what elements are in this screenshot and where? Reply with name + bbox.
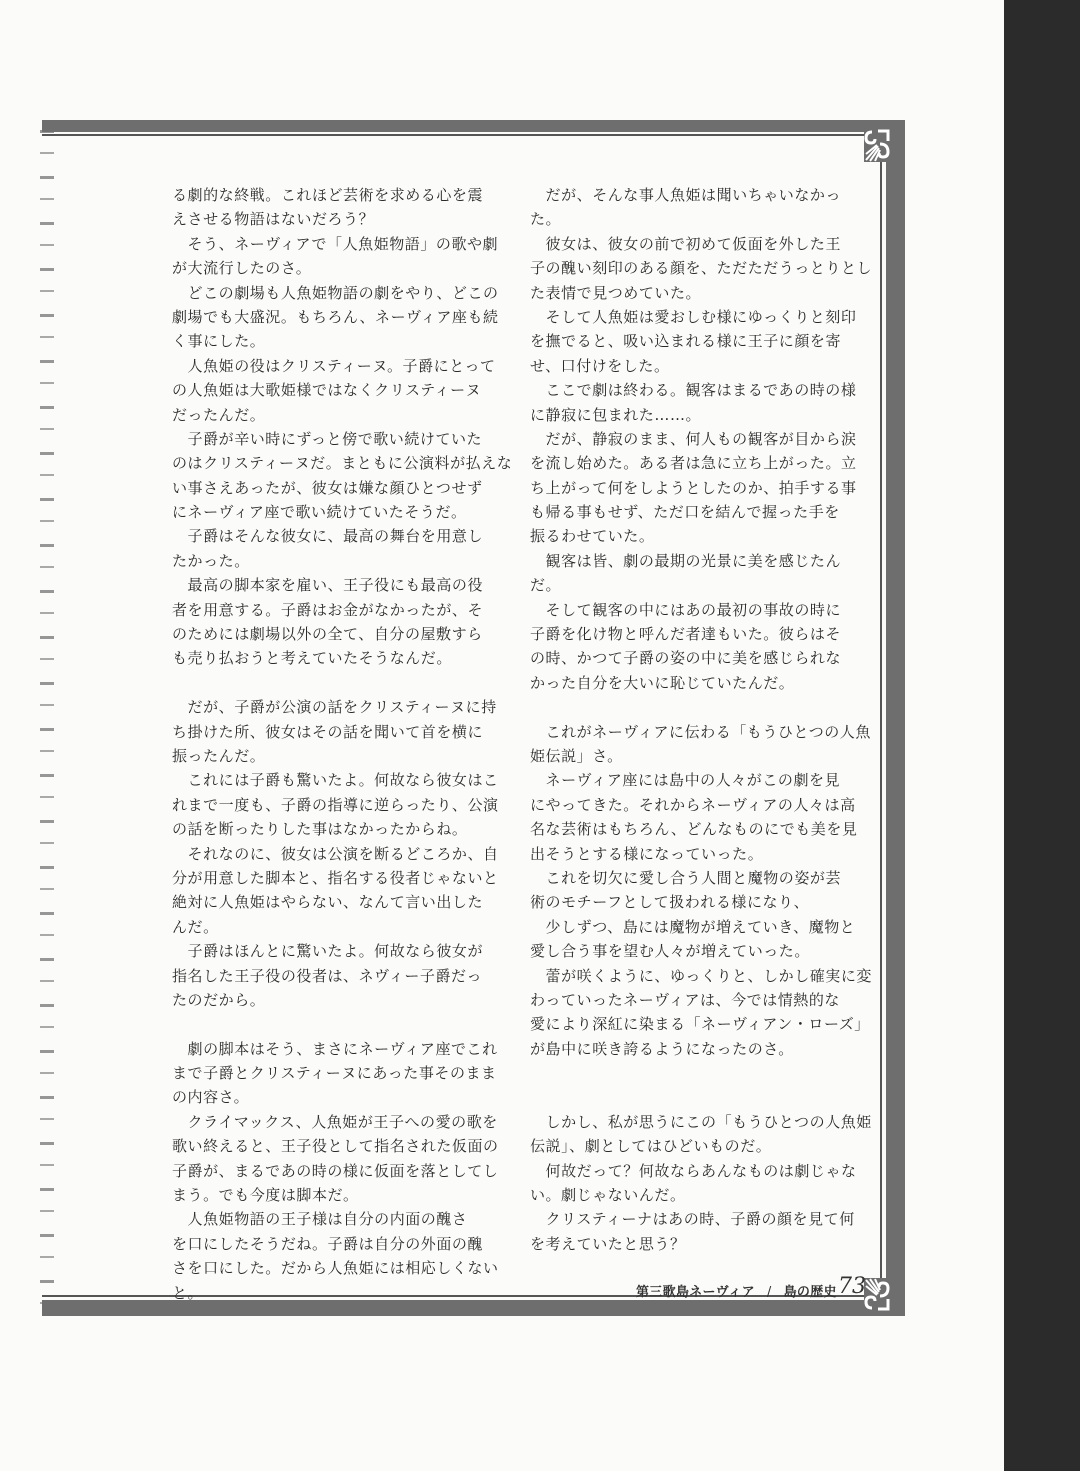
right-text-column [530,183,873,1256]
footer-chapter: 第三歌島ネーヴィア [636,1285,755,1300]
text-line: 最高の脚本家を雇い、王子役にも最高の役 [172,576,484,595]
text-line: にやってきた。それからネーヴィアの人々は高 [530,795,856,814]
text-line: の内容さ。 [172,1088,250,1107]
torn-page-edge [40,130,54,1310]
page-frame-right [886,120,905,1316]
text-line: だ。 [530,576,562,595]
text-line: 子爵を化け物と呼んだ者達もいた。彼らはそ [530,625,842,644]
text-line: が島中に咲き誇るようになったのさ。 [530,1039,794,1058]
text-line: を口にしたそうだね。子爵は自分の外面の醜 [172,1234,484,1253]
text-line: クリスティーナはあの時、子爵の顔を見て何 [530,1210,855,1229]
text-line: 子爵はそんな彼女に、最高の舞台を用意し [172,527,484,546]
text-line: の人魚姫は大歌姫様ではなくクリスティーヌ [172,381,482,400]
text-line: 術のモチーフとして扱われる様になり、 [530,893,810,912]
text-line: 伝説」、劇としてはひどいものだ。 [530,1137,772,1156]
text-line: 子爵はほんとに驚いたよ。何故なら彼女が [172,942,484,961]
text-line [530,1085,850,1109]
text-line: だが、子爵が公演の話をクリスティーヌに持 [172,698,497,717]
text-line: 子爵が、まるであの時の様に仮面を落としてし [172,1161,499,1180]
text-line: に静寂に包まれた……。 [530,405,702,424]
text-line: る劇的な終戦。これほど芸術を求める心を震 [172,186,484,204]
text-line: 人魚姫の役はクリスティーヌ。子爵にとって [172,356,496,375]
text-line: 絶対に人魚姫はやらない、なんて言い出した [172,893,484,912]
text-line: のためには劇場以外の全て、自分の屋敷すら [172,625,483,644]
text-line: く事にした。 [172,332,266,351]
text-line [530,695,850,719]
text-line: 指名した王子役の役者は、ネヴィー子爵だっ [172,966,483,985]
text-line: の話を断ったりした事はなかったからね。 [172,820,468,839]
text-line: それなのに、彼女は公演を断るどころか、自 [172,844,499,863]
text-line: た。 [530,210,562,229]
text-line: も売り払おうと考えていたそうなんだ。 [172,649,452,668]
text-line: たのだから。 [172,990,266,1009]
text-line: 劇の脚本はそう、まさにネーヴィア座でこれ [172,1039,498,1058]
text-line: 子爵が辛い時にずっと傍で歌い続けていた [172,429,483,448]
footer-section: 島の歴史 [783,1285,837,1300]
text-line: これには子爵も驚いたよ。何故なら彼女はこ [172,771,499,790]
text-line: んだ。 [172,917,219,936]
text-line: も帰る事もせず、ただ口を結んで握った手を [530,503,840,522]
text-line: たかった。 [172,551,250,570]
text-line: れまで一度も、子爵の指導に逆らったり、公演 [172,795,499,814]
text-line: を撫でると、吸い込まれる様に王子に顔を寄 [530,332,842,351]
text-line: 彼女は、彼女の前で初めて仮面を外した王 [530,234,842,253]
text-line: 愛し合う事を望む人々が増えていった。 [530,942,810,961]
text-line: かった自分を大いに恥じていたんだ。 [530,673,795,692]
text-line: の時、かつて子爵の姿の中に美を感じられな [530,649,842,668]
text-line: 者を用意する。子爵はお金がなかったが、そ [172,600,484,619]
text-line: 人魚姫物語の王子様は自分の内面の醜さ [172,1210,468,1229]
text-line: い事さえあったが、彼女は嫌な顔ひとつせず [172,478,483,497]
corner-ornament-icon [862,1276,900,1314]
text-line: 何故だって？何故ならあんなものは劇じゃな [530,1161,857,1180]
text-line: 観客は皆、劇の最期の光景に美を感じたん [530,551,842,570]
text-line: 名な芸術はもちろん、どんなものにでも美を見 [530,820,858,839]
text-line: わっていったネーヴィアは、今では情熱的な [530,990,840,1009]
text-line: 劇場でも大盛況。もちろん、ネーヴィア座も続 [172,307,499,326]
text-line: えさせる物語はないだろう？ [172,210,375,229]
text-line: ここで劇は終わる。観客はまるであの時の様 [530,381,857,400]
text-line: そして人魚姫は愛おしむ様にゆっくりと刻印 [530,307,857,326]
text-line: そう、ネーヴィアで「人魚姫物語」の歌や劇 [172,234,499,253]
text-line: ち掛けた所、彼女はその話を聞いて首を横に [172,722,484,741]
frame-inner-line [42,134,884,136]
text-line: そして観客の中にはあの最初の事故の時に [530,600,842,619]
text-line: い。劇じゃないんだ。 [530,1186,686,1205]
text-line: た表情で見つめていた。 [530,283,702,302]
running-footer [636,1281,837,1300]
text-line: 振ったんだ。 [172,746,266,765]
scanner-background [1004,0,1080,1471]
text-line: まで子爵とクリスティーヌにあった事そのまま [172,1064,497,1083]
text-line: だったんだ。 [172,405,266,424]
text-line [530,1061,850,1085]
page-frame-top [42,120,905,132]
text-line: を流し始めた。ある者は急に立ち上がった。立 [530,454,857,473]
text-line [172,671,492,695]
text-line: 姫伝説」さ。 [530,746,623,765]
text-line: だが、そんな事人魚姫は聞いちゃいなかっ [530,186,842,204]
text-line: 振るわせていた。 [530,527,655,546]
text-line: 愛により深紅に染まる「ネーヴィアン・ローズ」 [530,1015,870,1034]
corner-ornament-icon [862,126,900,164]
text-line: さを口にした。だから人魚姫には相応しくない [172,1259,499,1278]
text-line: 歌い終えると、王子役として指名された仮面の [172,1137,499,1156]
text-line: 分が用意した脚本と、指名する役者じゃないと [172,868,499,887]
text-line: ネーヴィア座には島中の人々がこの劇を見 [530,771,841,790]
text-line: にネーヴィア座で歌い続けていたそうだ。 [172,503,467,522]
text-line: せ、口付けをした。 [530,356,670,375]
text-line: 蕾が咲くように、ゆっくりと、しかし確実に変 [530,966,872,985]
text-line: クライマックス、人魚姫が王子への愛の歌を [172,1112,498,1131]
text-line: と。 [172,1283,204,1302]
text-line: まう。でも今度は脚本だ。 [172,1186,359,1205]
text-line: 少しずつ、島には魔物が増えていき、魔物と [530,917,856,936]
text-line: しかし、私が思うにこの「もうひとつの人魚姫 [530,1112,872,1131]
text-line [172,1012,492,1036]
text-line: 子の醜い刻印のある顔を、ただただうっとりとし [530,259,873,278]
footer-separator: / [766,1285,772,1300]
text-line: が大流行したのさ。 [172,259,312,278]
text-line: のはクリスティーヌだ。まともに公演料が払えな [172,454,513,473]
text-line: これを切欠に愛し合う人間と魔物の姿が芸 [530,868,842,887]
text-line: 出そうとする様になっていった。 [530,844,764,863]
left-text-column [172,183,513,1305]
text-line: これがネーヴィアに伝わる「もうひとつの人魚 [530,722,871,741]
text-line: ち上がって何をしようとしたのか、拍手する事 [530,478,857,497]
page-number: 73 [838,1274,866,1299]
text-line: どこの劇場も人魚姫物語の劇をやり、どこの [172,283,499,302]
text-line: だが、静寂のまま、何人もの観客が目から涙 [530,429,857,448]
frame-inner-line [880,134,882,1297]
text-line: を考えていたと思う？ [530,1234,686,1253]
